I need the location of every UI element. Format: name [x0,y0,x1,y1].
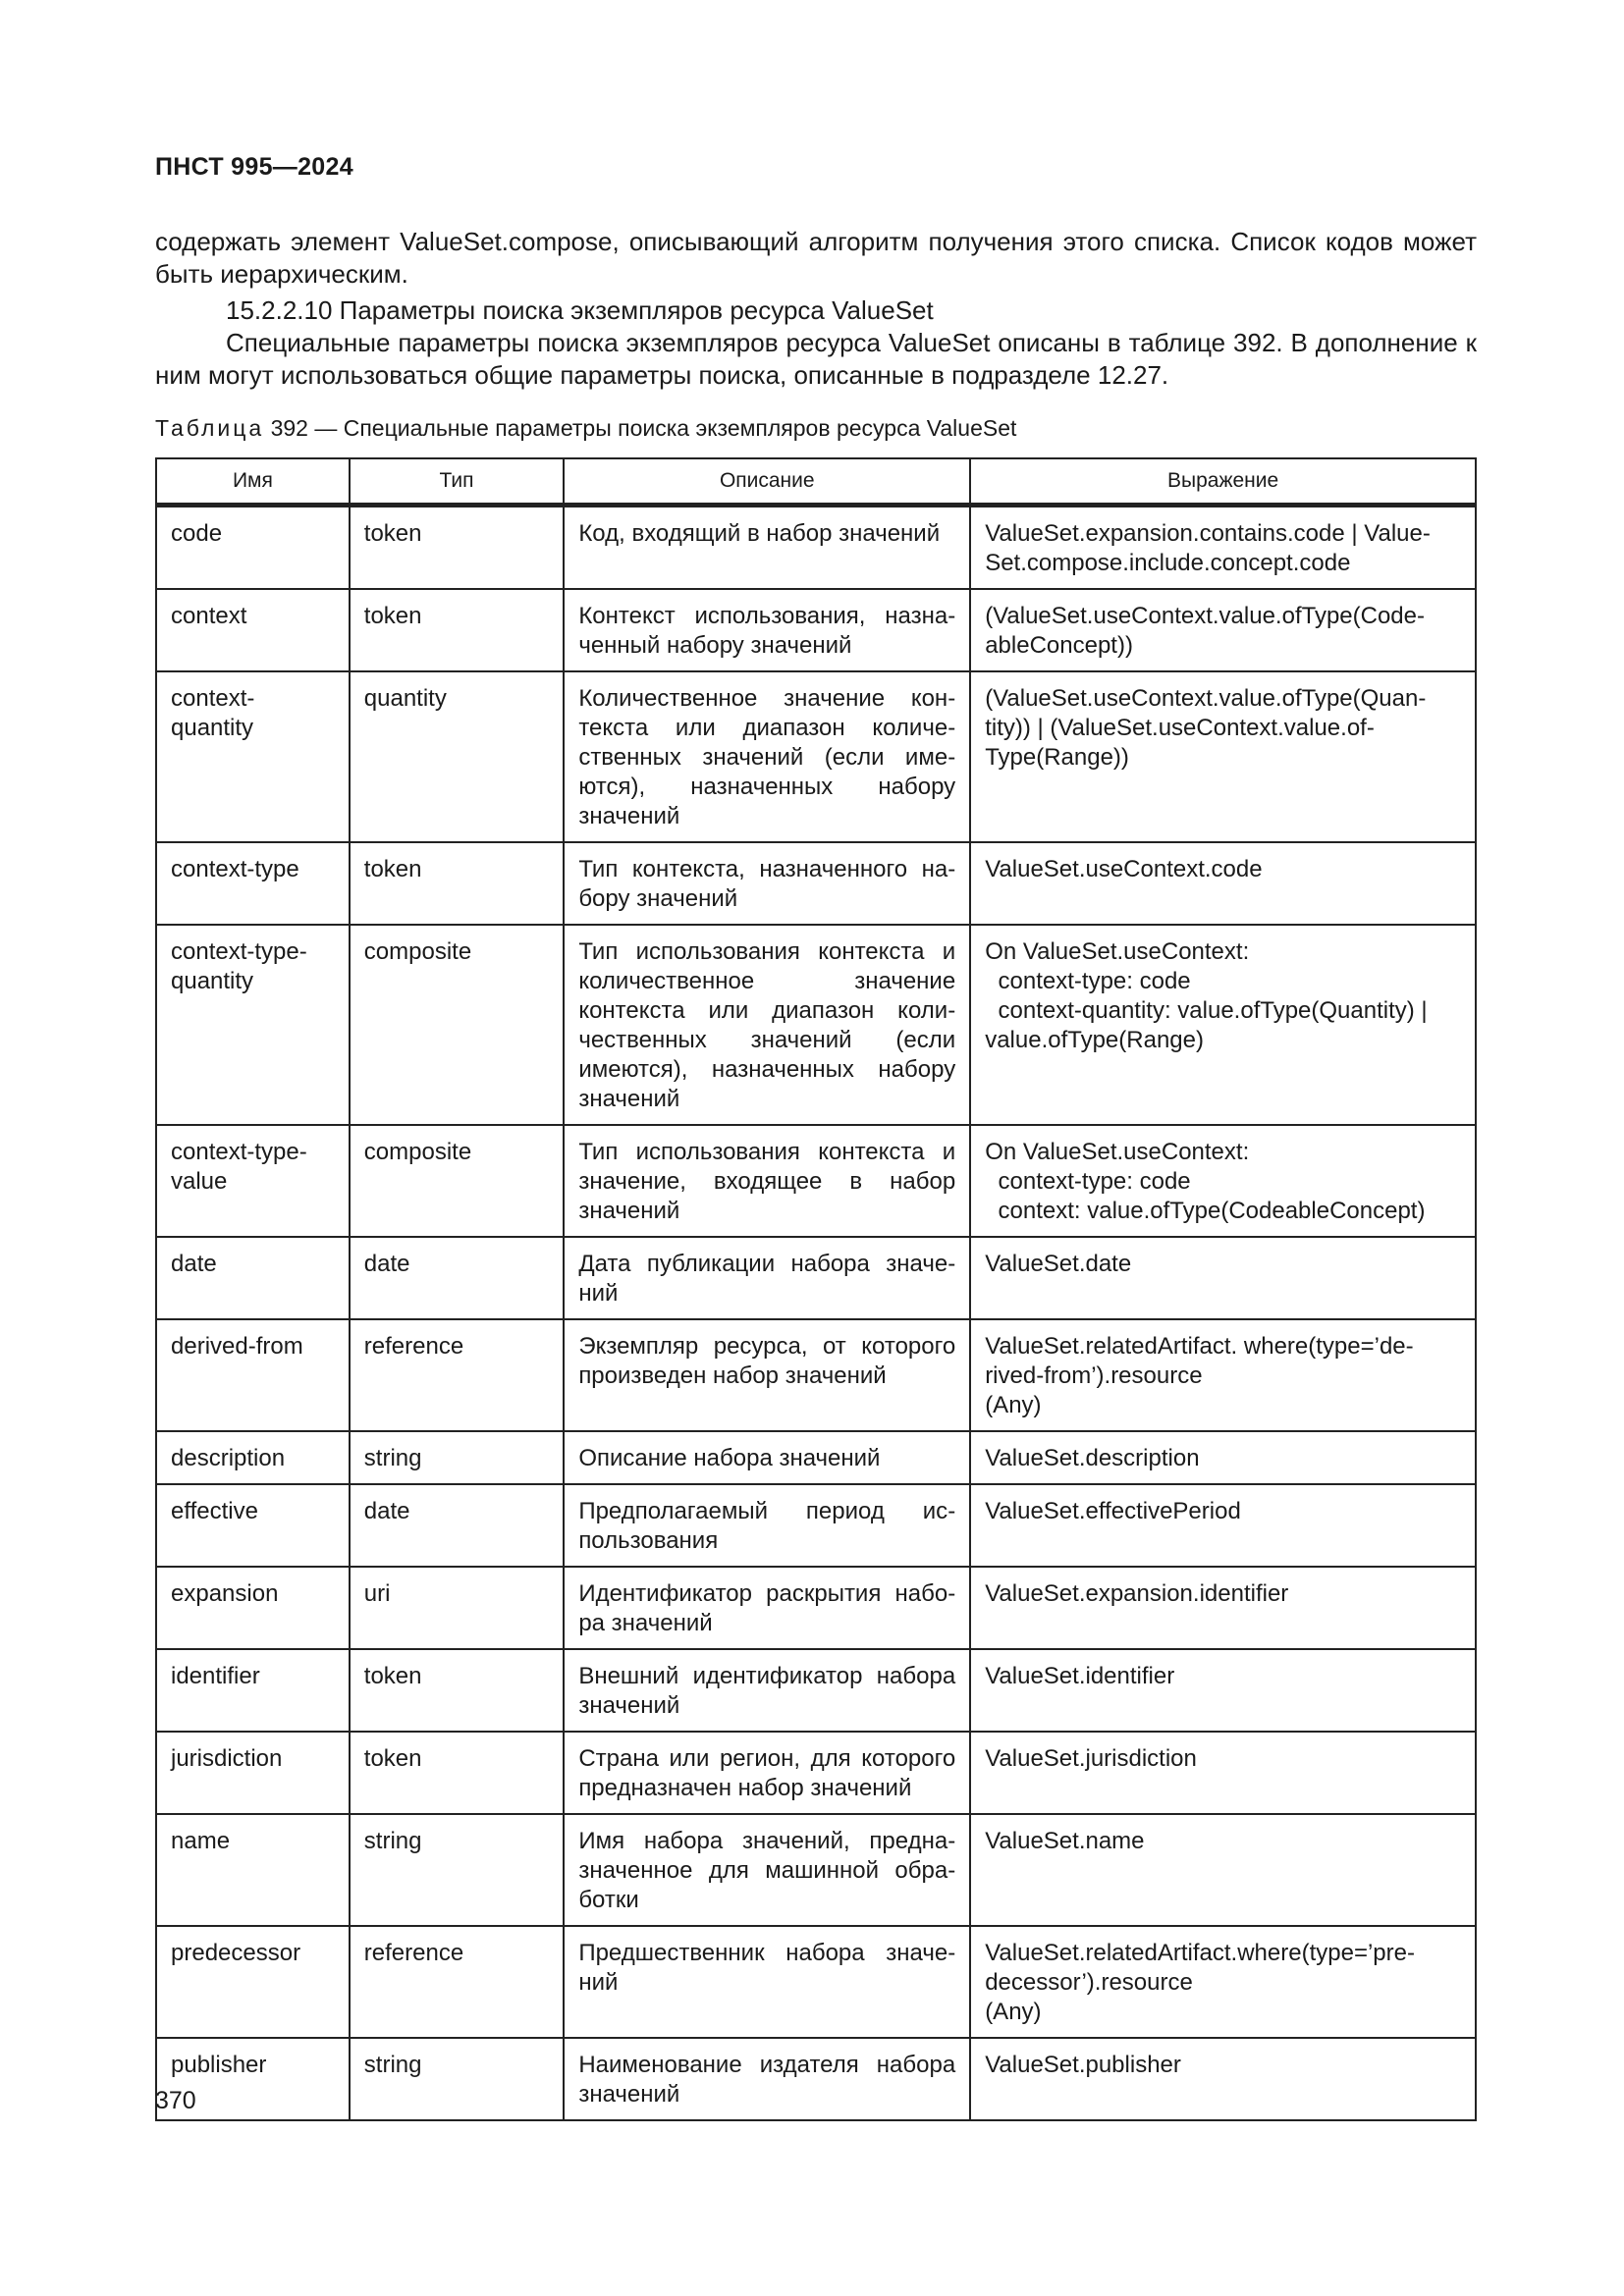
table-caption-text: 392 — Специальные параметры поиска экземпляров ресурса ValueSet [264,415,1017,441]
cell-expression: ValueSet.effectivePeriod [970,1484,1476,1567]
cell-name: code [156,506,350,590]
section-heading-15-2-2-10: 15.2.2.10 Параметры поиска экземпляров ресурса ValueSet [226,295,934,325]
search-params-table [155,457,1477,2121]
cell-description: Контекст использования, назначенный набору значений [564,589,970,671]
cell-type: composite [350,1125,565,1237]
cell-name: jurisdiction [156,1732,350,1814]
cell-description: Идентификатор раскрытия набора значений [564,1567,970,1649]
cell-type: reference [350,1926,565,2038]
cell-description: Внешний идентификатор набора значений [564,1649,970,1732]
document-header: ПНСТ 995—2024 [155,153,353,181]
cell-description: Тип использования контекста и значение, входящее в набор значений [564,1125,970,1237]
table-row [156,925,1476,1125]
cell-type: string [350,1431,565,1484]
cell-type: date [350,1237,565,1319]
cell-expression: (ValueSet.useContext.value.ofType(Quantity)) | (ValueSet.useContext.value.ofType(Range)) [970,671,1476,842]
table-row [156,1237,1476,1319]
header-expression: Выражение [970,458,1476,506]
cell-type: token [350,842,565,925]
table-row [156,1567,1476,1649]
table-row [156,506,1476,590]
header-name: Имя [156,458,350,506]
cell-expression: ValueSet.description [970,1431,1476,1484]
cell-name: context [156,589,350,671]
table-row [156,671,1476,842]
cell-type: string [350,2038,565,2120]
cell-name: date [156,1237,350,1319]
cell-expression: ValueSet.jurisdiction [970,1732,1476,1814]
page-number: 370 [155,2087,196,2114]
cell-type: reference [350,1319,565,1431]
cell-description: Дата публикации набора значений [564,1237,970,1319]
table-row [156,1926,1476,2038]
cell-expression: ValueSet.relatedArtifact. where(type=’derived-from’).resource (Any) [970,1319,1476,1431]
cell-description: Описание набора значений [564,1431,970,1484]
cell-name: publisher [156,2038,350,2120]
table-row [156,589,1476,671]
cell-type: string [350,1814,565,1926]
cell-expression: ValueSet.expansion.identifier [970,1567,1476,1649]
table-row [156,1484,1476,1567]
cell-type: composite [350,925,565,1125]
cell-expression: (ValueSet.useContext.value.ofType(CodeableConcept)) [970,589,1476,671]
cell-name: identifier [156,1649,350,1732]
cell-name: derived-from [156,1319,350,1431]
header-description: Описание [564,458,970,506]
table-row [156,2038,1476,2120]
cell-description: Предполагаемый период использования [564,1484,970,1567]
cell-description: Тип контекста, назначенного набору значений [564,842,970,925]
cell-expression: ValueSet.expansion.contains.code | ValueSet.compose.include.concept.code [970,506,1476,590]
cell-expression: ValueSet.date [970,1237,1476,1319]
table-body [156,506,1476,2121]
paragraph-continuation: содержать элемент ValueSet.compose, описывающий алгоритм получения этого списка. Список кодов может быть иерархическим. [155,227,1477,289]
table-caption [155,415,1016,442]
cell-type: token [350,589,565,671]
cell-name: predecessor [156,1926,350,2038]
cell-expression: On ValueSet.useContext: context-type: code context: value.ofType(CodeableConcept) [970,1125,1476,1237]
cell-description: Наименование издателя набора значений [564,2038,970,2120]
table-row [156,1814,1476,1926]
cell-description: Страна или регион, для которого предназначен набор значений [564,1732,970,1814]
cell-expression: ValueSet.publisher [970,2038,1476,2120]
cell-description: Предшественник набора значений [564,1926,970,2038]
cell-description: Тип использования контекста и количественное значение контекста или диапазон количественных значений (если имеются), назначенных набору значений [564,925,970,1125]
cell-name: context-type- value [156,1125,350,1237]
cell-type: token [350,1649,565,1732]
cell-type: quantity [350,671,565,842]
table-row [156,842,1476,925]
paragraph-intro: Специальные параметры поиска экземпляров ресурса ValueSet описаны в таблице 392. В дополнение к ним могут использоваться общие параметры поиска, описанные в подразделе 12.27. [155,328,1477,390]
cell-name: expansion [156,1567,350,1649]
cell-description: Экземпляр ресурса, от которого произведен набор значений [564,1319,970,1431]
table-caption-prefix: Таблица [155,415,265,441]
cell-name: context-type [156,842,350,925]
header-type: Тип [350,458,565,506]
cell-type: token [350,506,565,590]
cell-expression: ValueSet.relatedArtifact.where(type=’predecessor’).resource (Any) [970,1926,1476,2038]
table-row [156,1732,1476,1814]
cell-expression: ValueSet.name [970,1814,1476,1926]
cell-name: description [156,1431,350,1484]
cell-expression: On ValueSet.useContext: context-type: code context-quantity: value.ofType(Quantity) | value.ofType(Range) [970,925,1476,1125]
cell-type: date [350,1484,565,1567]
cell-description: Имя набора значений, предназначенное для машинной обработки [564,1814,970,1926]
cell-name: context- quantity [156,671,350,842]
cell-expression: ValueSet.useContext.code [970,842,1476,925]
cell-type: token [350,1732,565,1814]
cell-name: context-type- quantity [156,925,350,1125]
table-header-row [156,458,1476,506]
table-row [156,1125,1476,1237]
cell-description: Код, входящий в набор значений [564,506,970,590]
table-row [156,1319,1476,1431]
cell-type: uri [350,1567,565,1649]
cell-description: Количественное значение контекста или диапазон количественных значений (если имеются), назначенных набору значений [564,671,970,842]
cell-name: name [156,1814,350,1926]
cell-name: effective [156,1484,350,1567]
table-row [156,1649,1476,1732]
cell-expression: ValueSet.identifier [970,1649,1476,1732]
table-row [156,1431,1476,1484]
